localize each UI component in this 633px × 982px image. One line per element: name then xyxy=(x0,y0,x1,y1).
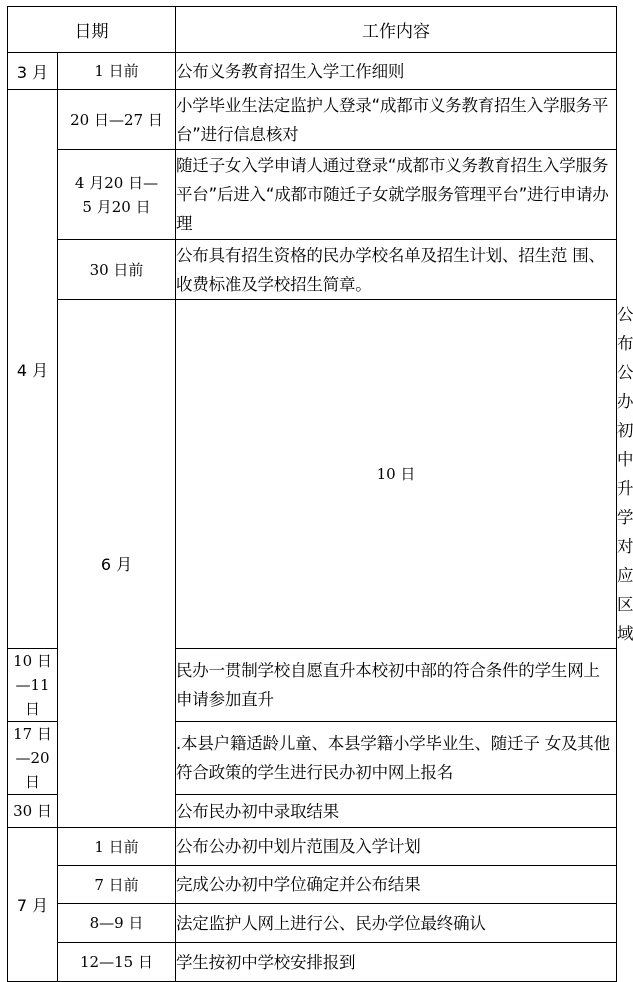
date-cell: 17 日—20 日 xyxy=(8,722,58,795)
date-cell: 12—15 日 xyxy=(58,943,176,982)
date-cell: 10 日 xyxy=(176,300,617,649)
work-cell: 完成公办初中学位确定并公布结果 xyxy=(176,866,617,904)
month-cell: 6 月 xyxy=(58,300,176,828)
table-row xyxy=(8,866,617,904)
date-cell: 20 日—27 日 xyxy=(58,90,176,150)
enrollment-schedule-table xyxy=(7,6,633,982)
date-cell: 30 日前 xyxy=(58,240,176,300)
date-column-header: 日期 xyxy=(8,7,176,53)
work-cell: 学生按初中学校安排报到 xyxy=(176,943,617,982)
table-row xyxy=(8,904,617,943)
date-cell: 10 日—11 日 xyxy=(8,649,58,722)
date-cell: 30 日 xyxy=(8,795,58,828)
table-row: 6 月 10 日 公布公办初中升学对应区域 xyxy=(8,300,617,649)
work-cell: 公布义务教育招生入学工作细则 xyxy=(176,53,617,90)
month-cell: 3 月 xyxy=(8,53,58,90)
table-row xyxy=(8,828,617,866)
date-cell: 8—9 日 xyxy=(58,904,176,943)
table-row xyxy=(8,150,617,240)
work-column-header: 工作内容 xyxy=(176,7,617,53)
month-cell: 7 月 xyxy=(8,828,58,982)
work-cell: .本县户籍适龄儿童、本县学籍小学毕业生、随迁子 女及其他符合政策的学生进行民办初中网上报名 xyxy=(176,722,617,795)
table-row xyxy=(8,240,617,300)
table-row xyxy=(8,90,617,150)
work-cell: 公布民办初中录取结果 xyxy=(176,795,617,828)
work-cell: 小学毕业生法定监护人登录“成都市义务教育招生入学服务平台”进行信息核对 xyxy=(176,90,617,150)
date-cell: 1 日前 xyxy=(58,53,176,90)
table-row xyxy=(8,943,617,982)
work-cell: 民办一贯制学校自愿直升本校初中部的符合条件的学生网上申请参加直升 xyxy=(176,649,617,722)
date-cell: 1 日前 xyxy=(58,828,176,866)
date-cell: 4 月20 日— 5 月20 日 xyxy=(58,150,176,240)
month-cell: 4 月 xyxy=(8,90,58,649)
work-cell: 法定监护人网上进行公、民办学位最终确认 xyxy=(176,904,617,943)
work-cell: 公布公办初中划片范围及入学计划 xyxy=(176,828,617,866)
table-row xyxy=(8,53,617,90)
table-header-row xyxy=(8,7,617,53)
work-cell: 公布具有招生资格的民办学校名单及招生计划、招生范 围、收费标准及学校招生简章。 xyxy=(176,240,617,300)
date-cell: 7 日前 xyxy=(58,866,176,904)
work-cell: 随迁子女入学申请人通过登录“成都市义务教育招生入学服务平台”后进入“成都市随迁子女就学服务管理平台”进行申请办理 xyxy=(176,150,617,240)
